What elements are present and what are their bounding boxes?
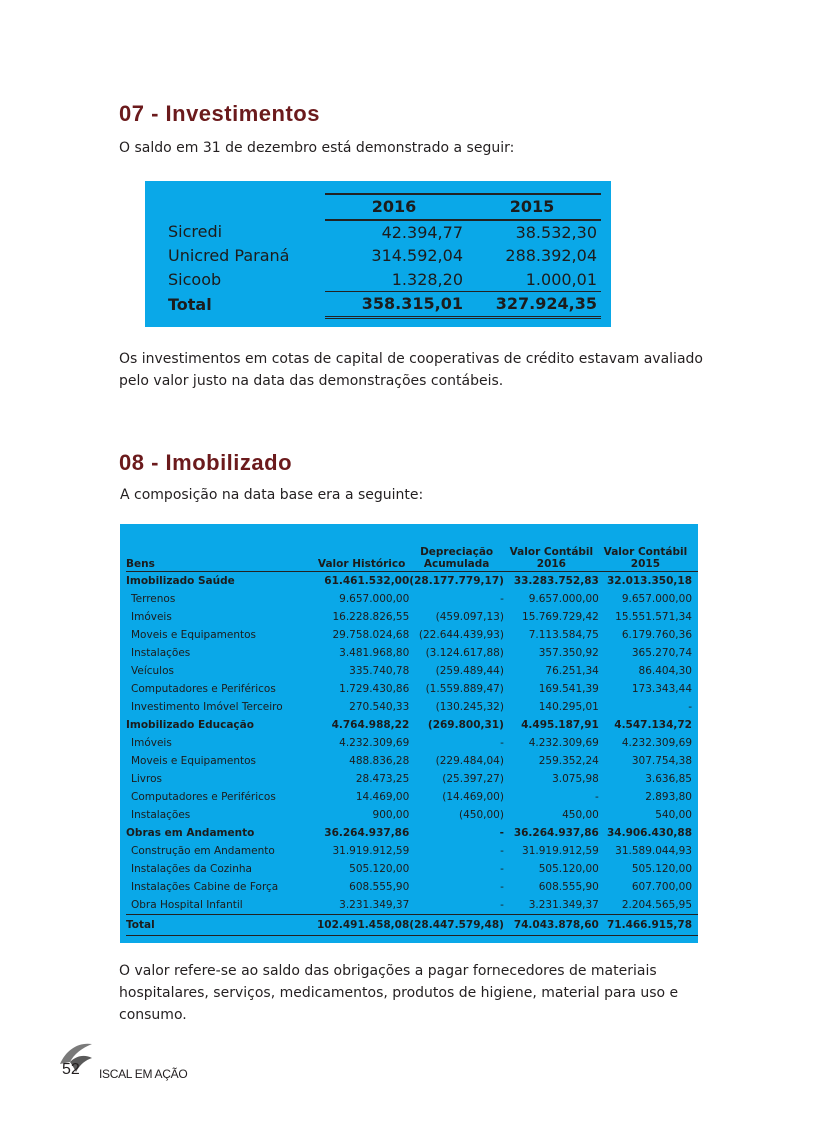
total-row: Total 358.315,01 327.924,35 (164, 292, 601, 318)
table-row: Sicoob 1.328,20 1.000,01 (168, 269, 597, 289)
table-row: Livros 28.473,25 (25.397,27) 3.075,98 3.636,85 (131, 773, 692, 785)
table-row: Computadores e Periféricos 1.729.430,86 (1.559.889,47) 169.541,39 173.343,44 (131, 683, 692, 695)
page-number: 52 (62, 1061, 80, 1078)
table-row: Moveis e Equipamentos 488.836,28 (229.484,04) 259.352,24 307.754,38 (131, 755, 692, 767)
col-header-2016: 2016 (325, 194, 467, 220)
investimentos-table (164, 193, 601, 319)
imobilizado-note: O valor refere-se ao saldo das obrigações a pagar fornecedores de materiais hospitalares, serviços, medicamentos, produtos de higiene, material para uso e consumo. (119, 963, 679, 1023)
table-header-row (126, 536, 698, 572)
table-row: Imóveis 16.228.826,55 (459.097,13) 15.769.729,42 15.551.571,34 (131, 611, 692, 623)
group-row: Imobilizado Saúde 61.461.532,00 (28.177.779,17) 33.283.752,83 32.013.350,18 (126, 575, 692, 587)
table-row: Investimento Imóvel Terceiro 270.540,33 (130.245,32) 140.295,01 - (131, 701, 692, 713)
table-row: Instalações da Cozinha 505.120,00 - 505.120,00 505.120,00 (131, 863, 692, 875)
imobilizado-title: 08 - Imobilizado (119, 450, 293, 475)
investimentos-intro: O saldo em 31 de dezembro está demonstrado a seguir: (119, 140, 515, 156)
imobilizado-table (126, 536, 698, 936)
col-header-valor-contabil-2015: Valor Contábil 2015 (599, 536, 698, 572)
col-header-valor-historico: Valor Histórico (305, 536, 410, 572)
imobilizado-intro: A composição na data base era a seguinte: (120, 487, 424, 503)
imobilizado-table-panel (120, 524, 698, 943)
imobilizado-table-body (126, 572, 698, 915)
col-header-2015: 2015 (467, 194, 601, 220)
table-row: Construção em Andamento 31.919.912,59 - 31.919.912,59 31.589.044,93 (131, 845, 692, 857)
group-row: Imobilizado Educação 4.764.988,22 (269.800,31) 4.495.187,91 4.547.134,72 (126, 719, 692, 731)
brand-wordmark: ISCAL EM AÇÃO (99, 1067, 188, 1081)
table-row: Instalações Cabine de Força 608.555,90 - 608.555,90 607.700,00 (131, 881, 692, 893)
table-row: Sicredi 42.394,77 38.532,30 (168, 222, 597, 242)
table-row: Instalações 900,00 (450,00) 450,00 540,00 (131, 809, 692, 821)
table-row: Computadores e Periféricos 14.469,00 (14.469,00) - 2.893,80 (131, 791, 692, 803)
table-row: Veículos 335.740,78 (259.489,44) 76.251,34 86.404,30 (131, 665, 692, 677)
investimentos-title: 07 - Investimentos (119, 101, 320, 126)
table-row: Terrenos 9.657.000,00 - 9.657.000,00 9.657.000,00 (131, 593, 692, 605)
table-row: Imóveis 4.232.309,69 - 4.232.309,69 4.232.309,69 (131, 737, 692, 749)
investimentos-note: Os investimentos em cotas de capital de cooperativas de crédito estavam avaliado pelo valor justo na data das demonstrações contábeis. (119, 351, 703, 389)
investimentos-table-panel (145, 181, 611, 327)
total-row: Total 102.491.458,08 (28.447.579,48) 74.043.878,60 71.466.915,78 (126, 915, 698, 936)
col-header-valor-contabil-2016: Valor Contábil 2016 (504, 536, 599, 572)
group-row: Obras em Andamento 36.264.937,86 - 36.264.937,86 34.906.430,88 (126, 827, 692, 839)
col-header-bens: Bens (126, 536, 305, 572)
table-row: Moveis e Equipamentos 29.758.024,68 (22.644.439,93) 7.113.584,75 6.179.760,36 (131, 629, 692, 641)
table-row: Obra Hospital Infantil 3.231.349,37 - 3.231.349,37 2.204.565,95 (131, 899, 692, 911)
col-header-depreciacao: Depreciação Acumulada (409, 536, 504, 572)
table-row: Unicred Paraná 314.592,04 288.392,04 (168, 246, 597, 266)
table-row: Instalações 3.481.968,80 (3.124.617,88) 357.350,92 365.270,74 (131, 647, 692, 659)
